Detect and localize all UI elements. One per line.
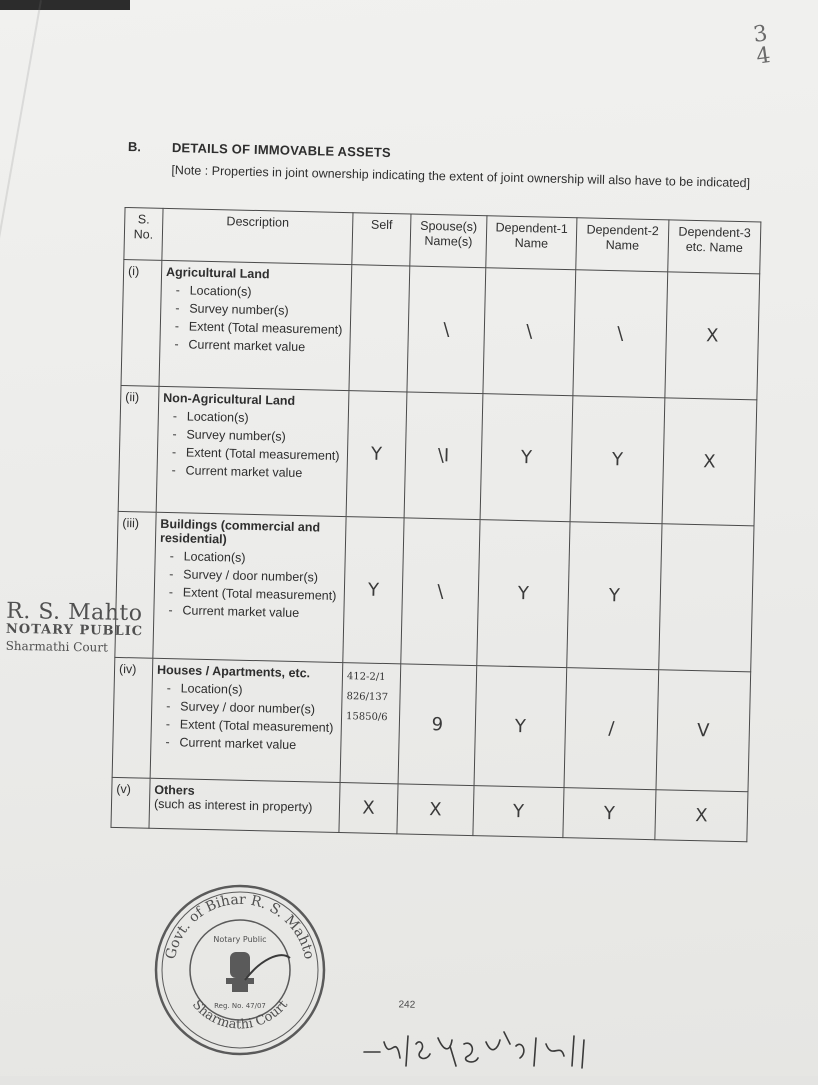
mark-self <box>349 265 410 392</box>
row-items <box>164 283 346 355</box>
row-item: - Location(s) <box>170 549 341 567</box>
notary-stamp <box>6 599 144 655</box>
notary-role: NOTARY PUBLIC <box>5 621 144 640</box>
row-items <box>155 681 337 753</box>
mark-spouse: 9 <box>398 664 477 786</box>
header-dependent-2: Dependent-2 Name <box>576 218 669 272</box>
row-title: Houses / Apartments, etc. <box>156 662 311 681</box>
notary-seal-icon <box>150 880 330 1060</box>
mark-dependent-1: Y <box>474 666 567 788</box>
mark-self: X <box>339 783 398 834</box>
row-title: Others <box>154 782 195 798</box>
row-sno: (iv) <box>112 657 153 778</box>
mark-dependent-2: / <box>564 668 659 790</box>
row-title: Non-Agricultural Land <box>163 390 296 408</box>
mark-dependent-3: X <box>655 790 748 842</box>
mark-dependent-3: X <box>662 398 757 526</box>
row-sno: (iii) <box>115 511 156 658</box>
emblem-icon <box>226 952 254 992</box>
mark-dependent-1: Y <box>473 786 564 838</box>
seal-place-text: Sharmathi Court <box>188 997 292 1033</box>
row-description <box>156 386 349 516</box>
mark-spouse: \ <box>407 266 486 394</box>
row-sno: (v) <box>111 777 150 828</box>
section-title: DETAILS OF IMMOVABLE ASSETS <box>171 140 391 161</box>
mark-dependent-1: Y <box>477 520 570 668</box>
table-row <box>112 657 751 791</box>
row-items <box>161 409 343 481</box>
row-item: - Current market value <box>174 337 345 355</box>
row-item: - Current market value <box>171 463 342 481</box>
row-item: - Extent (Total measurement) <box>169 585 340 603</box>
mark-dependent-2: Y <box>567 522 662 670</box>
mark-self: Y <box>346 391 407 518</box>
row-item: - Location(s) <box>173 409 344 427</box>
immovable-assets-table <box>110 207 761 842</box>
header-sno: S. No. <box>124 208 163 261</box>
mark-spouse: \I <box>404 392 483 520</box>
row-item: - Survey / door number(s) <box>169 567 340 585</box>
row-item: - Extent (Total measurement) <box>175 319 346 337</box>
seal-signature-stroke <box>245 955 290 980</box>
table-row <box>121 259 760 399</box>
mark-dependent-3: X <box>665 272 760 400</box>
mark-dependent-2: Y <box>570 396 665 524</box>
handwritten-location: 412-2/1 <box>346 671 386 684</box>
mark-self: Y <box>343 517 404 664</box>
row-item: - Location(s) <box>167 681 338 699</box>
mark-dependent-1: \ <box>483 268 576 396</box>
header-dependent-3: Dependent-3 etc. Name <box>668 220 761 274</box>
row-item: - Survey / door number(s) <box>166 699 337 717</box>
row-item: - Survey number(s) <box>172 427 343 445</box>
header-description: Description <box>162 208 353 264</box>
mark-dependent-3 <box>659 524 754 672</box>
row-item: - Current market value <box>165 735 336 753</box>
row-description <box>159 260 352 390</box>
row-items <box>158 549 340 621</box>
row-description <box>153 512 346 662</box>
mark-spouse: X <box>397 784 474 836</box>
table-row <box>118 385 757 525</box>
row-item: - Current market value <box>168 603 339 621</box>
notary-place: Sharmathi Court <box>5 638 109 655</box>
table-row <box>115 511 754 671</box>
header-spouse: Spouse(s) Name(s) <box>410 214 487 268</box>
row-sno: (ii) <box>118 385 159 512</box>
row-item: - Extent (Total measurement) <box>166 717 337 735</box>
mark-dependent-2: Y <box>563 788 656 840</box>
seal-outer-text: Govt. of Bihar R. S. Mahto <box>162 891 318 961</box>
page-number-top: 3 <box>751 21 770 48</box>
footer-page-number: 242 <box>398 999 416 1011</box>
mark-dependent-2: \ <box>573 270 668 398</box>
section-letter: B. <box>127 139 142 155</box>
row-title: Agricultural Land <box>165 264 270 282</box>
handwritten-survey: 826/137 <box>346 691 389 704</box>
handwritten-extent: 15850/6 <box>345 711 388 724</box>
row-description <box>149 778 340 832</box>
row-description <box>150 658 343 782</box>
self-handwritten-values <box>340 663 401 784</box>
notary-name: R. S. Mahto <box>6 598 143 627</box>
row-title: Buildings (commercial and residential) <box>159 516 321 547</box>
row-subtitle: (such as interest in property) <box>153 796 313 815</box>
seal-inner-bottom: Reg. No. 47/07 <box>214 1002 266 1010</box>
row-item: - Survey number(s) <box>175 301 346 319</box>
row-sno: (i) <box>121 259 162 386</box>
signature-icon <box>360 1022 630 1074</box>
mark-dependent-1: Y <box>480 394 573 522</box>
mark-dependent-3: V <box>656 670 751 792</box>
header-self: Self <box>352 213 411 266</box>
mark-spouse: \ <box>401 518 480 666</box>
header-dependent-1: Dependent-1 Name <box>486 216 577 270</box>
row-item: - Location(s) <box>176 283 347 301</box>
seal-inner-top: Notary Public <box>213 935 267 944</box>
row-item: - Extent (Total measurement) <box>172 445 343 463</box>
section-note: [Note : Properties in joint ownership indicating the extent of joint ownership will also have to be indicated] <box>171 163 751 191</box>
page-number-bottom: 4 <box>754 43 773 70</box>
